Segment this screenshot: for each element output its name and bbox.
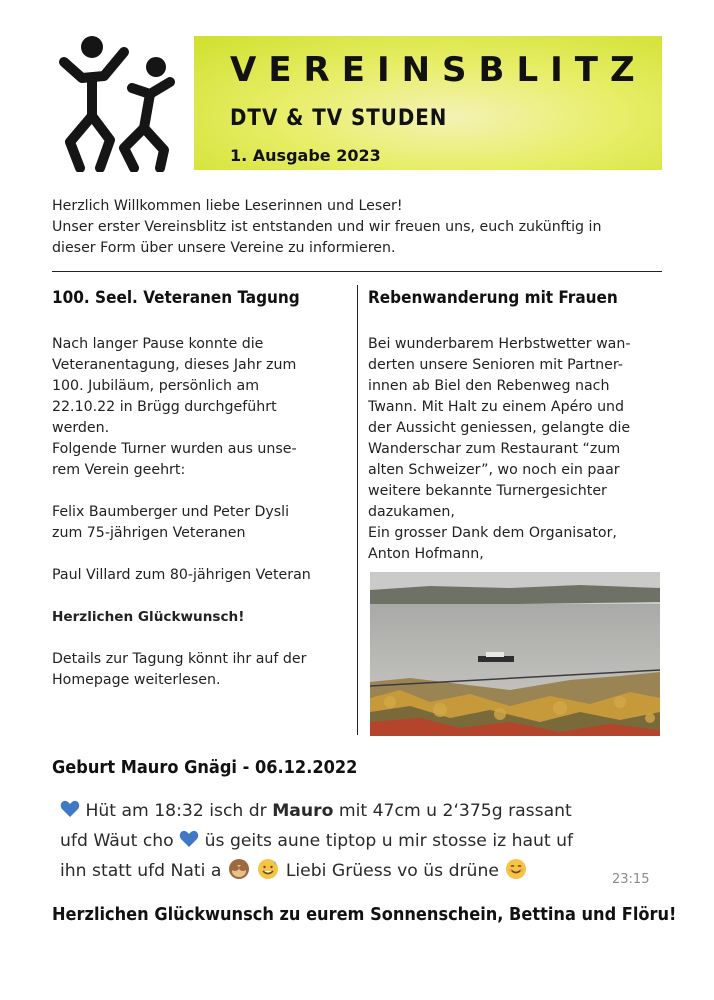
message-text: ufd Wäut cho xyxy=(60,831,180,851)
newsletter-subtitle: DTV & TV STUDEN xyxy=(230,106,448,131)
intro-line: Unser erster Vereinsblitz ist entstanden und wir freuen uns, euch zukünftig in xyxy=(52,219,602,235)
club-logo xyxy=(52,32,184,172)
article-line: zum 75-jährigen Veteranen xyxy=(52,525,246,541)
article-line: weitere bekannte Turnergesichter xyxy=(368,483,607,499)
message-line xyxy=(60,796,660,826)
chat-message xyxy=(60,796,660,886)
article-line: der Aussicht geniessen, gelangte die xyxy=(368,420,631,436)
article-line: alten Schweizer”, wo noch ein paar xyxy=(368,462,620,478)
article-line: dazukamen, xyxy=(368,504,455,520)
smile-emoji-icon xyxy=(504,857,528,881)
article-line: Veteranentagung, dieses Jahr zum xyxy=(52,357,297,373)
lake-photo xyxy=(370,572,660,736)
article-line: 100. Jubiläum, persönlich am xyxy=(52,378,260,394)
article-line: Twann. Mit Halt zu einem Apéro und xyxy=(368,399,625,415)
article-line: Folgende Turner wurden aus unse- xyxy=(52,441,297,457)
article-line: Nach langer Pause konnte die xyxy=(52,336,264,352)
message-text: mit 47cm u 2‘375g rassant xyxy=(333,801,572,821)
newsletter-title: VEREINSBLITZ xyxy=(230,50,647,90)
article-line: Felix Baumberger und Peter Dysli xyxy=(52,504,290,520)
article-line: Ein grosser Dank dem Organisator, xyxy=(368,525,617,541)
blue-heart-icon xyxy=(60,800,80,818)
header-banner xyxy=(194,36,662,170)
article-line: Wanderschar zum Restaurant “zum xyxy=(368,441,621,457)
article-line: Paul Villard zum 80-jährigen Veteran xyxy=(52,567,311,583)
baby-name: Mauro xyxy=(272,801,334,821)
birth-congrats: Herzlichen Glückwunsch zu eurem Sonnenschein, Bettina und Flöru! xyxy=(52,904,677,925)
veteran-article xyxy=(52,334,347,691)
message-text: üs geits aune tiptop u mir stosse iz haut uf xyxy=(199,831,574,851)
issue-label: 1. Ausgabe 2023 xyxy=(230,146,381,165)
column-divider xyxy=(357,285,358,735)
intro-line: Herzlich Willkommen liebe Leserinnen und Leser! xyxy=(52,198,403,214)
monkey-emoji-icon xyxy=(227,857,251,881)
hike-article xyxy=(368,334,664,565)
blue-heart-icon xyxy=(179,830,199,848)
message-timestamp: 23:15 xyxy=(612,872,650,887)
sweat-smile-emoji-icon xyxy=(256,857,280,881)
article-line: innen ab Biel den Rebenweg nach xyxy=(368,378,610,394)
article-line: derten unsere Senioren mit Partner- xyxy=(368,357,623,373)
article-line: Bei wunderbarem Herbstwetter wan- xyxy=(368,336,631,352)
hike-heading: Rebenwanderung mit Frauen xyxy=(368,288,618,308)
article-line: 22.10.22 in Brügg durchgeführt xyxy=(52,399,277,415)
article-line: Anton Hofmann, xyxy=(368,546,484,562)
message-text: Hüt am 18:32 isch dr xyxy=(85,801,273,821)
message-text: ihn statt ufd Nati a xyxy=(60,861,227,881)
message-line xyxy=(60,856,660,886)
article-line: werden. xyxy=(52,420,110,436)
article-line: Details zur Tagung könnt ihr auf der xyxy=(52,651,307,667)
message-line xyxy=(60,826,660,856)
veteran-congrats: Herzlichen Glückwunsch! xyxy=(52,609,245,625)
intro-line: dieser Form über unsere Vereine zu informieren. xyxy=(52,240,396,256)
article-line: rem Verein geehrt: xyxy=(52,462,186,478)
veteran-heading: 100. Seel. Veteranen Tagung xyxy=(52,288,300,308)
intro-text xyxy=(52,196,666,259)
message-text: Liebi Grüess vo üs drüne xyxy=(285,861,505,881)
horizontal-divider xyxy=(52,271,662,272)
article-line: Homepage weiterlesen. xyxy=(52,672,221,688)
birth-heading: Geburt Mauro Gnägi - 06.12.2022 xyxy=(52,757,358,778)
